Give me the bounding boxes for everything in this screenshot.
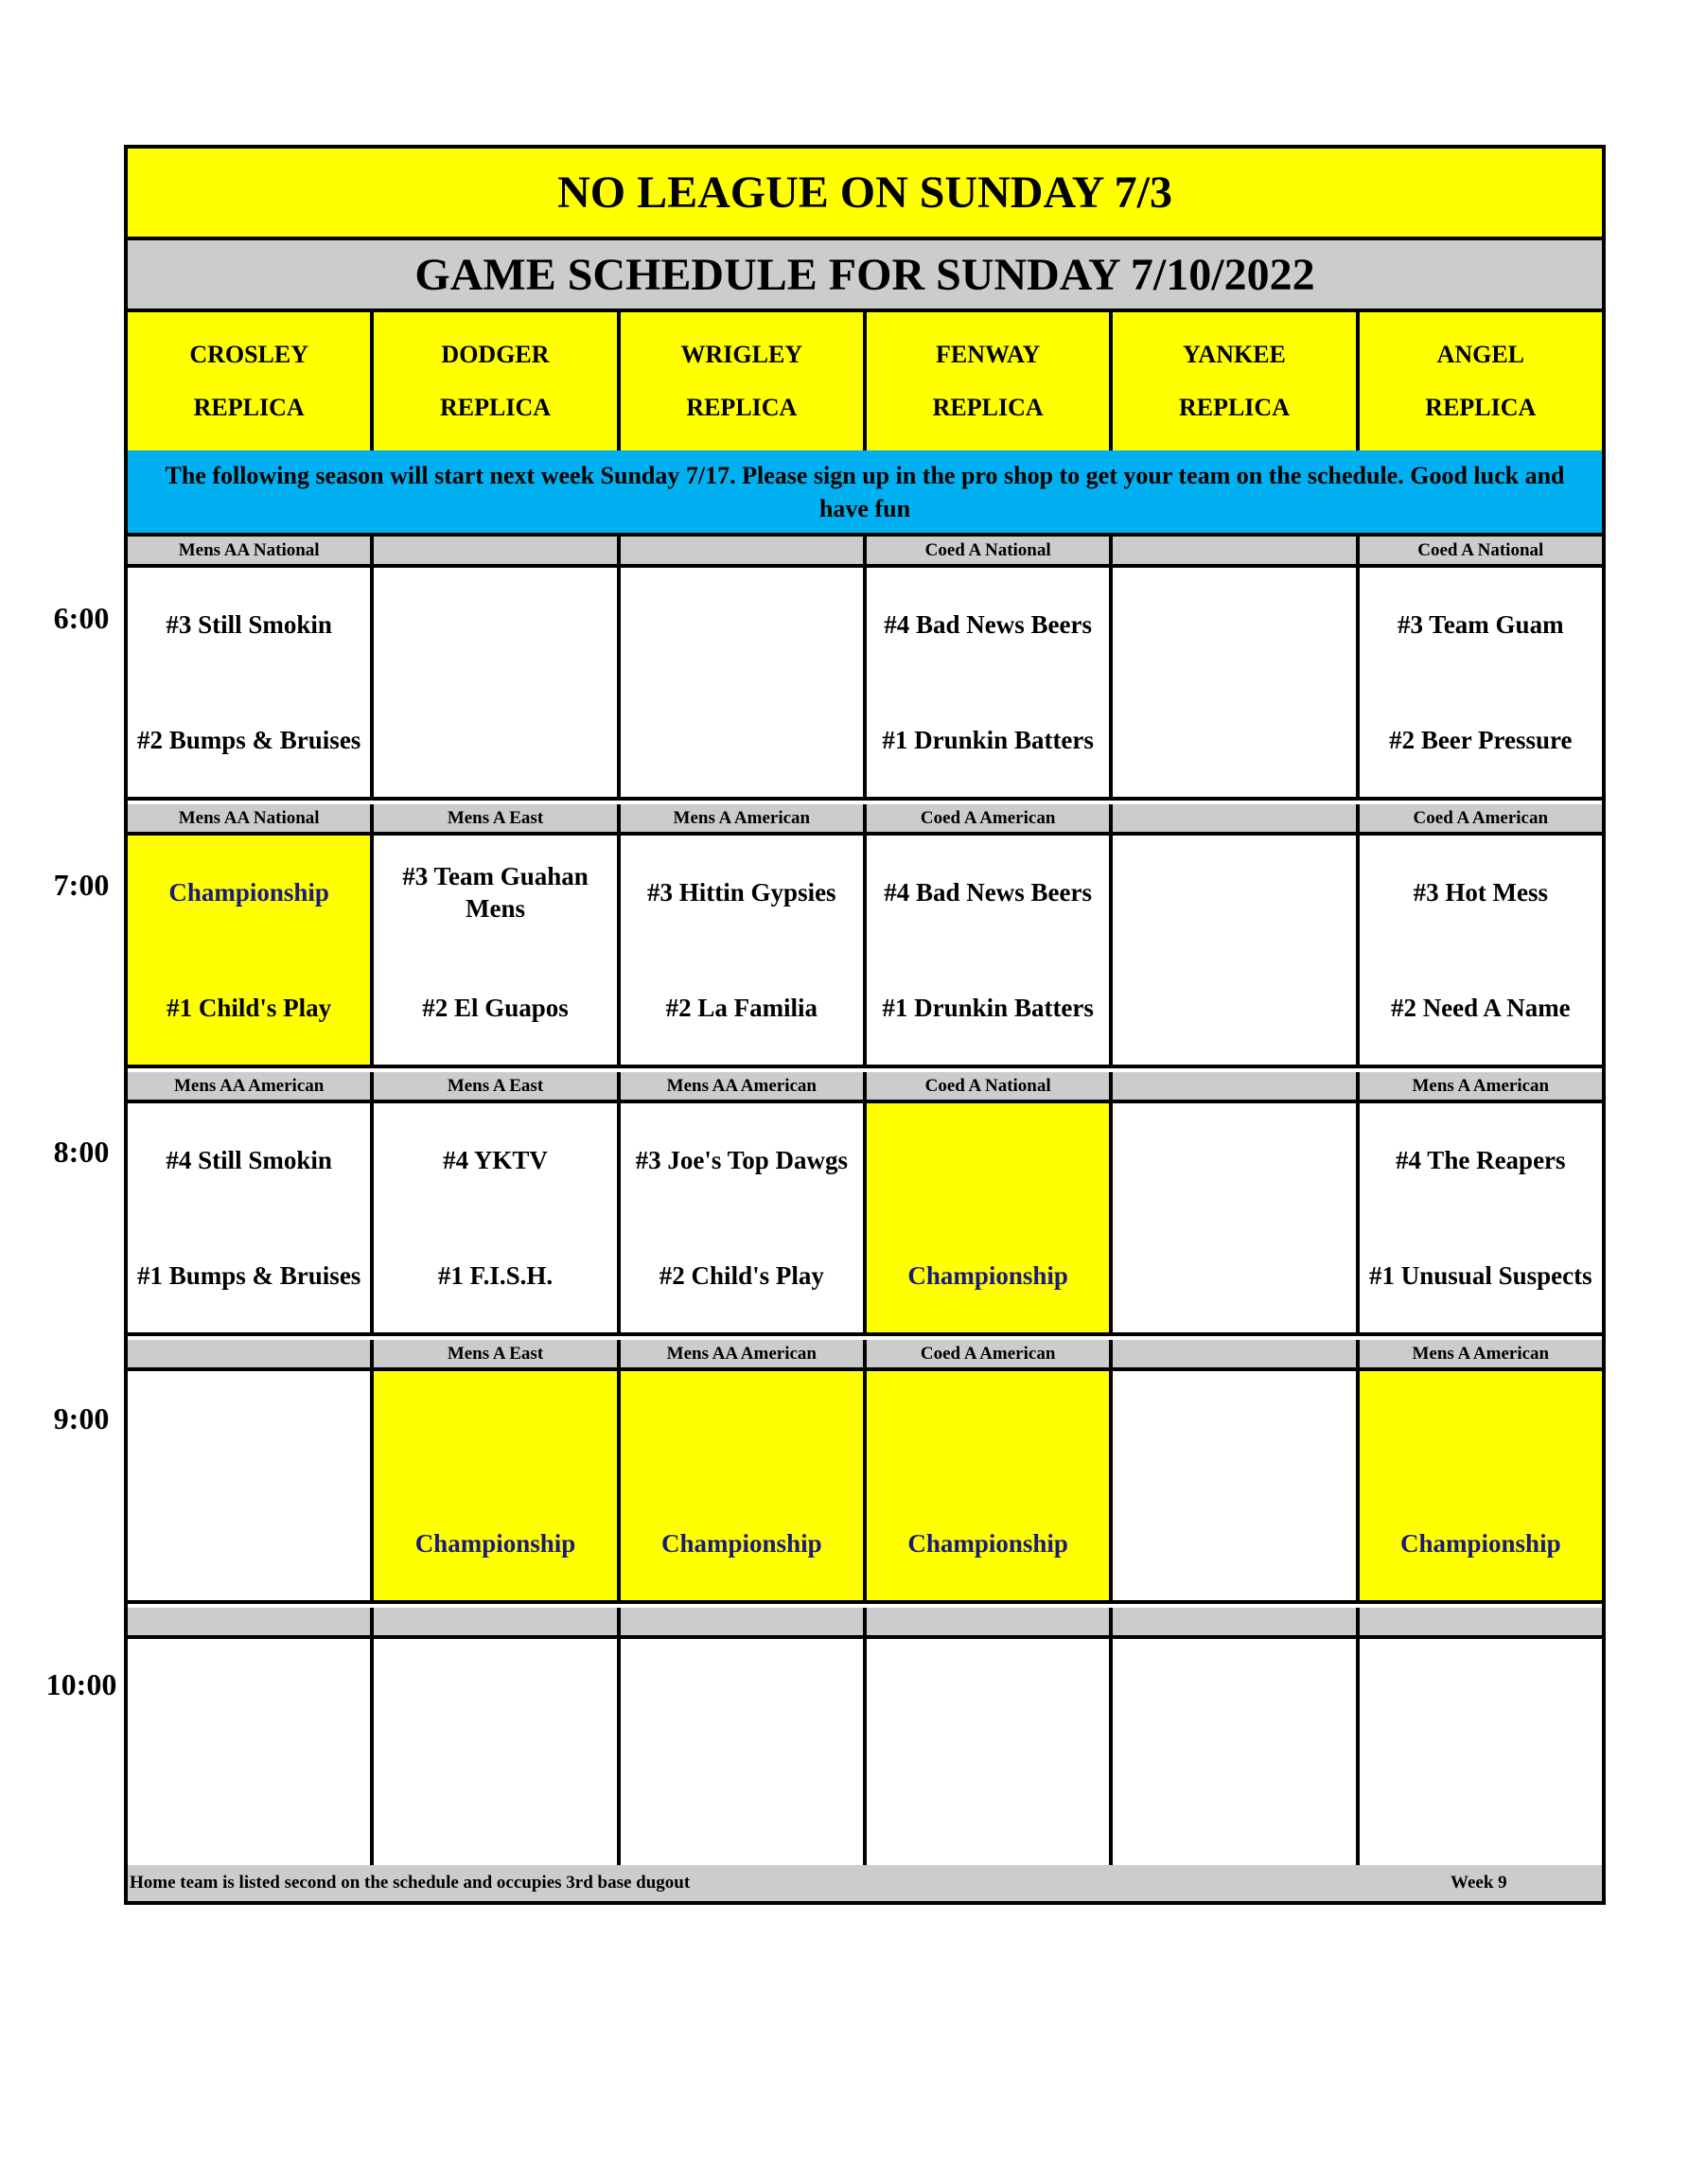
- league-label-row: [128, 1340, 1602, 1371]
- league-label: Mens A American: [621, 804, 867, 832]
- league-label-row: [128, 804, 1602, 836]
- game-cell: [1113, 1639, 1359, 1866]
- home-team: #1 F.I.S.H.: [437, 1260, 554, 1290]
- home-team: [621, 1752, 863, 1866]
- league-label: [1113, 537, 1359, 564]
- home-team: #2 Need A Name: [1390, 993, 1571, 1022]
- league-label: [1113, 1072, 1359, 1100]
- home-team: [1113, 1219, 1355, 1332]
- visiting-team: [867, 1371, 1109, 1485]
- game-cell: [374, 836, 620, 1065]
- visiting-team: [867, 1103, 1109, 1217]
- visiting-team: [1113, 1639, 1355, 1752]
- game-cell: [128, 836, 374, 1065]
- home-team: #1 Drunkin Batters: [882, 993, 1094, 1022]
- visiting-team: [1113, 836, 1355, 949]
- schedule-title: GAME SCHEDULE FOR SUNDAY 7/10/2022: [128, 240, 1602, 312]
- game-row: [128, 1371, 1602, 1604]
- visiting-team: #4 The Reapers: [1396, 1146, 1566, 1174]
- game-cell: [1360, 568, 1602, 797]
- time-label: 8:00: [53, 1135, 110, 1169]
- visiting-team: [621, 568, 863, 681]
- visiting-team: Championship: [168, 878, 329, 907]
- field-name: ANGEL: [1436, 341, 1525, 368]
- league-label: Mens A American: [1360, 1340, 1602, 1367]
- home-team: [374, 1752, 616, 1866]
- league-label: Mens A East: [374, 804, 620, 832]
- visiting-team: #3 Team Guam: [1398, 610, 1564, 639]
- visiting-team: #3 Team Guahan Mens: [402, 862, 589, 923]
- visiting-team: [1113, 568, 1355, 681]
- game-cell: [374, 568, 620, 797]
- league-label: Coed A National: [867, 1072, 1113, 1100]
- league-label: [1113, 1340, 1359, 1367]
- league-label: Mens AA American: [621, 1072, 867, 1100]
- game-cell: [128, 568, 374, 797]
- field-name: DODGER: [441, 341, 550, 368]
- home-team: Championship: [1400, 1528, 1561, 1558]
- time-label: 10:00: [45, 1667, 117, 1701]
- league-label: [128, 1608, 374, 1635]
- time-slot: [128, 1608, 1602, 1876]
- home-team: [1113, 1752, 1355, 1866]
- field-yankee: [1113, 312, 1359, 450]
- visiting-team: [374, 1639, 616, 1752]
- game-cell: [1360, 1639, 1602, 1866]
- league-label-row: [128, 1072, 1602, 1103]
- league-label: Coed A American: [867, 804, 1113, 832]
- visiting-team: [621, 1639, 863, 1752]
- field-crosley: [128, 312, 374, 450]
- league-label: [867, 1608, 1113, 1635]
- league-label: Coed A National: [1360, 537, 1602, 564]
- field-fenway: [867, 312, 1113, 450]
- game-cell: [867, 1103, 1113, 1332]
- time-label: 9:00: [53, 1401, 110, 1435]
- week-label: Week 9: [1451, 1873, 1507, 1893]
- field-name: CROSLEY: [189, 341, 309, 368]
- game-cell: [1113, 836, 1359, 1065]
- field-type: REPLICA: [686, 394, 798, 421]
- visiting-team: [128, 1639, 370, 1752]
- field-type: REPLICA: [1178, 394, 1290, 421]
- game-cell: [128, 1639, 374, 1866]
- game-row: [128, 568, 1602, 801]
- game-cell: [1360, 1103, 1602, 1332]
- home-team: [374, 683, 616, 797]
- home-team: #1 Bumps & Bruises: [137, 1260, 361, 1290]
- league-label: Coed A American: [1360, 804, 1602, 832]
- visiting-team: [374, 568, 616, 681]
- game-cell: [621, 836, 867, 1065]
- game-cell: [621, 1103, 867, 1332]
- league-label: Mens AA American: [128, 1072, 374, 1100]
- visiting-team: [1113, 1103, 1355, 1217]
- league-label: Mens A East: [374, 1340, 620, 1367]
- home-team: [1113, 683, 1355, 797]
- game-cell: [1113, 568, 1359, 797]
- league-label: Mens AA National: [128, 537, 374, 564]
- league-label: Coed A National: [867, 537, 1113, 564]
- visiting-team: #3 Still Smokin: [166, 610, 332, 639]
- league-label: Mens AA American: [621, 1340, 867, 1367]
- field-name: WRIGLEY: [680, 341, 803, 368]
- league-label: [621, 1608, 867, 1635]
- visiting-team: #4 Bad News Beers: [884, 610, 1093, 639]
- visiting-team: #3 Hittin Gypsies: [647, 878, 836, 907]
- field-header-row: [128, 312, 1602, 454]
- visiting-team: #3 Joe's Top Dawgs: [635, 1146, 848, 1174]
- home-team: [1360, 1752, 1602, 1866]
- home-team: [1113, 1487, 1355, 1600]
- home-team: #2 Bumps & Bruises: [137, 725, 361, 754]
- home-team: Championship: [907, 1260, 1068, 1290]
- visiting-team: #4 YKTV: [443, 1146, 548, 1174]
- league-label: Coed A American: [867, 1340, 1113, 1367]
- game-cell: [1360, 836, 1602, 1065]
- visiting-team: #3 Hot Mess: [1413, 878, 1549, 907]
- game-cell: [621, 568, 867, 797]
- league-label: [1113, 1608, 1359, 1635]
- home-team: Championship: [661, 1528, 822, 1558]
- field-name: FENWAY: [936, 341, 1041, 368]
- league-label: [1113, 804, 1359, 832]
- game-cell: [374, 1103, 620, 1332]
- schedule-sheet: [124, 145, 1606, 1905]
- visiting-team: [867, 1639, 1109, 1752]
- field-type: REPLICA: [1425, 394, 1537, 421]
- visiting-team: #4 Still Smokin: [166, 1146, 332, 1174]
- league-label: Mens AA National: [128, 804, 374, 832]
- home-team: #2 Child's Play: [659, 1260, 824, 1290]
- league-label-row: [128, 537, 1602, 568]
- game-cell: [867, 836, 1113, 1065]
- field-name: YANKEE: [1183, 341, 1286, 368]
- season-notice: The following season will start next week Sunday 7/17. Please sign up in the pro shop to get your team on the schedule. Good luck and have fun: [128, 450, 1602, 537]
- game-cell: [621, 1371, 867, 1600]
- home-team: Championship: [907, 1528, 1068, 1558]
- league-label: [1360, 1608, 1602, 1635]
- home-team: [621, 683, 863, 797]
- game-cell: [867, 568, 1113, 797]
- league-label: [128, 1340, 374, 1367]
- game-row: [128, 1103, 1602, 1336]
- league-label: [374, 537, 620, 564]
- home-team: #1 Drunkin Batters: [882, 725, 1094, 754]
- game-cell: [128, 1371, 374, 1600]
- home-team: #2 Beer Pressure: [1389, 725, 1573, 754]
- field-type: REPLICA: [439, 394, 551, 421]
- home-team: [867, 1752, 1109, 1866]
- visiting-team: [621, 1371, 863, 1485]
- home-team: #2 La Familia: [665, 993, 818, 1022]
- time-slot: [128, 804, 1602, 1072]
- time-slot: [128, 1072, 1602, 1340]
- footer-note: Home team is listed second on the schedule and occupies 3rd base dugout: [130, 1873, 691, 1893]
- game-cell: [1113, 1371, 1359, 1600]
- time-slot: [128, 537, 1602, 804]
- visiting-team: [374, 1371, 616, 1485]
- game-cell: [1360, 1371, 1602, 1600]
- league-label-row: [128, 1608, 1602, 1639]
- visiting-team: [128, 1371, 370, 1485]
- home-team: [128, 1752, 370, 1866]
- footer-bar: [128, 1865, 1602, 1901]
- visiting-team: [1360, 1371, 1602, 1485]
- game-cell: [867, 1371, 1113, 1600]
- league-label: Mens A East: [374, 1072, 620, 1100]
- time-label: 7:00: [53, 868, 110, 902]
- game-cell: [128, 1103, 374, 1332]
- game-cell: [374, 1639, 620, 1866]
- game-row: [128, 1639, 1602, 1870]
- home-team: [1113, 951, 1355, 1065]
- game-cell: [374, 1371, 620, 1600]
- visiting-team: #4 Bad News Beers: [884, 878, 1093, 907]
- game-cell: [621, 1639, 867, 1866]
- field-wrigley: [621, 312, 867, 450]
- home-team: #2 El Guapos: [422, 993, 569, 1022]
- home-team: [128, 1487, 370, 1600]
- home-team: #1 Unusual Suspects: [1369, 1260, 1592, 1290]
- no-league-title: NO LEAGUE ON SUNDAY 7/3: [128, 149, 1602, 240]
- visiting-team: [1360, 1639, 1602, 1752]
- league-label: Mens A American: [1360, 1072, 1602, 1100]
- time-label: 6:00: [53, 601, 110, 635]
- field-type: REPLICA: [932, 394, 1044, 421]
- time-slot: [128, 1340, 1602, 1608]
- league-label: [374, 1608, 620, 1635]
- field-angel: [1360, 312, 1602, 450]
- field-dodger: [374, 312, 620, 450]
- home-team: #1 Child's Play: [167, 993, 332, 1022]
- field-type: REPLICA: [193, 394, 305, 421]
- visiting-team: [1113, 1371, 1355, 1485]
- game-cell: [867, 1639, 1113, 1866]
- game-row: [128, 836, 1602, 1068]
- league-label: [621, 537, 867, 564]
- home-team: Championship: [414, 1528, 576, 1558]
- game-cell: [1113, 1103, 1359, 1332]
